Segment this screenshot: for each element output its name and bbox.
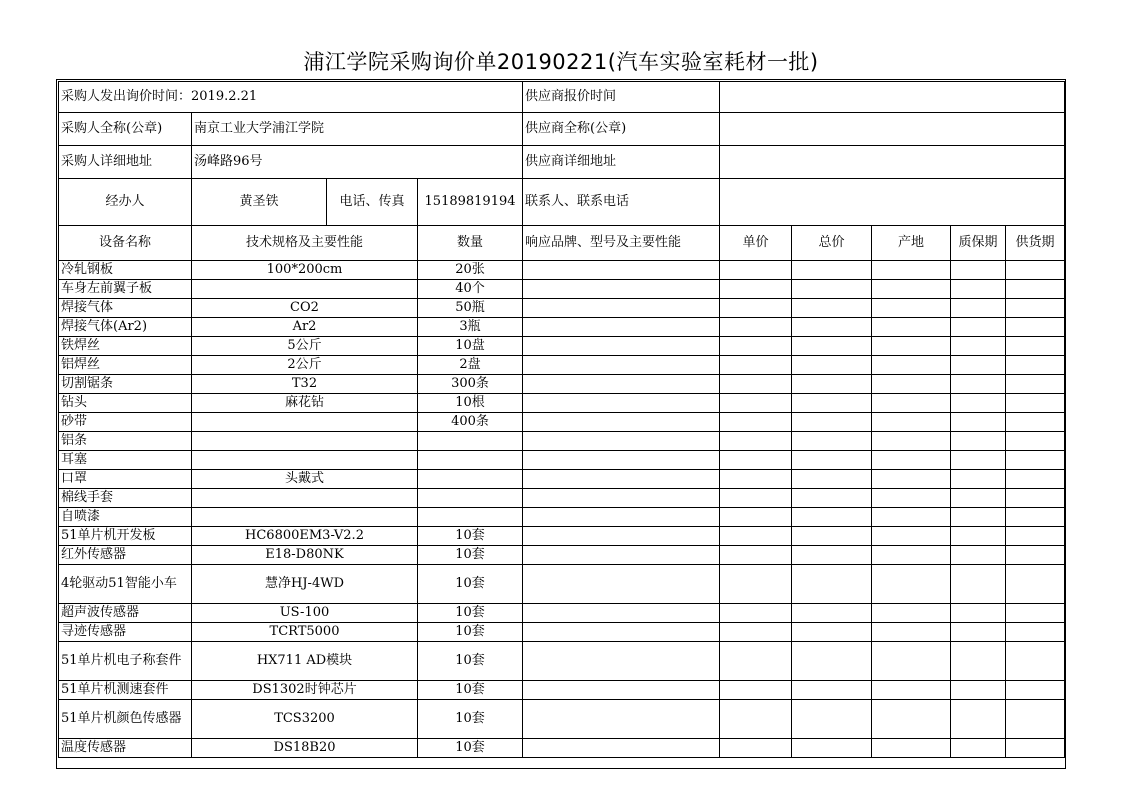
item-spec: TCRT5000	[192, 623, 418, 642]
item-unit-price[interactable]	[720, 508, 792, 527]
item-origin[interactable]	[872, 508, 951, 527]
item-quantity: 10套	[418, 681, 523, 700]
buyer-address-label: 采购人详细地址	[59, 146, 192, 179]
item-origin[interactable]	[872, 681, 951, 700]
item-unit-price[interactable]	[720, 623, 792, 642]
item-unit-price[interactable]	[720, 565, 792, 604]
item-spec: TCS3200	[192, 700, 418, 739]
item-spec	[192, 451, 418, 470]
item-delivery[interactable]	[1006, 604, 1065, 623]
header-row-inquiry-time	[59, 82, 1065, 113]
item-total-price[interactable]	[792, 413, 872, 432]
item-spec: E18-D80NK	[192, 546, 418, 565]
item-quantity: 2盘	[418, 356, 523, 375]
item-origin[interactable]	[872, 623, 951, 642]
item-delivery[interactable]	[1006, 739, 1065, 758]
item-quantity: 10套	[418, 642, 523, 681]
item-warranty[interactable]	[951, 394, 1006, 413]
handler-label: 经办人	[59, 179, 192, 226]
item-origin[interactable]	[872, 700, 951, 739]
item-row	[59, 470, 1065, 489]
item-row	[59, 700, 1065, 739]
item-delivery[interactable]	[1006, 337, 1065, 356]
item-row	[59, 451, 1065, 470]
item-total-price[interactable]	[792, 261, 872, 280]
item-origin[interactable]	[872, 261, 951, 280]
item-unit-price[interactable]	[720, 280, 792, 299]
item-origin[interactable]	[872, 546, 951, 565]
item-row	[59, 394, 1065, 413]
item-delivery[interactable]	[1006, 565, 1065, 604]
header-row-names	[59, 113, 1065, 146]
item-total-price[interactable]	[792, 546, 872, 565]
item-quantity: 10套	[418, 604, 523, 623]
item-unit-price[interactable]	[720, 299, 792, 318]
item-unit-price[interactable]	[720, 394, 792, 413]
item-name: 51单片机开发板	[59, 527, 192, 546]
item-response[interactable]	[523, 681, 720, 700]
item-total-price[interactable]	[792, 700, 872, 739]
item-row	[59, 413, 1065, 432]
col-warranty: 质保期	[951, 226, 1006, 261]
item-unit-price[interactable]	[720, 356, 792, 375]
item-total-price[interactable]	[792, 356, 872, 375]
phone-fax-label: 电话、传真	[327, 179, 418, 226]
item-name: 车身左前翼子板	[59, 280, 192, 299]
item-spec	[192, 413, 418, 432]
item-quantity: 40个	[418, 280, 523, 299]
item-name: 棉线手套	[59, 489, 192, 508]
handler-name: 黄圣铁	[192, 179, 327, 226]
item-name: 寻迹传感器	[59, 623, 192, 642]
column-header-row	[59, 226, 1065, 261]
item-spec	[192, 489, 418, 508]
item-origin[interactable]	[872, 356, 951, 375]
item-delivery[interactable]	[1006, 508, 1065, 527]
inquiry-table	[58, 81, 1065, 758]
item-origin[interactable]	[872, 565, 951, 604]
item-response[interactable]	[523, 337, 720, 356]
buyer-address: 汤峰路96号	[192, 146, 523, 179]
item-name: 铁焊丝	[59, 337, 192, 356]
col-device-name: 设备名称	[59, 226, 192, 261]
item-name: 51单片机电子称套件	[59, 642, 192, 681]
item-unit-price[interactable]	[720, 681, 792, 700]
supplier-quote-time-value[interactable]	[720, 82, 1065, 113]
item-total-price[interactable]	[792, 565, 872, 604]
item-quantity: 10套	[418, 546, 523, 565]
item-quantity: 10套	[418, 527, 523, 546]
item-name: 切割锯条	[59, 375, 192, 394]
item-warranty[interactable]	[951, 299, 1006, 318]
item-response[interactable]	[523, 700, 720, 739]
item-unit-price[interactable]	[720, 546, 792, 565]
item-unit-price[interactable]	[720, 337, 792, 356]
buyer-name-label: 采购人全称(公章)	[59, 113, 192, 146]
buyer-name: 南京工业大学浦江学院	[192, 113, 523, 146]
contact-label: 联系人、联系电话	[523, 179, 720, 226]
item-delivery[interactable]	[1006, 356, 1065, 375]
item-spec	[192, 280, 418, 299]
item-row	[59, 681, 1065, 700]
supplier-name-label: 供应商全称(公章)	[523, 113, 720, 146]
item-response[interactable]	[523, 299, 720, 318]
item-quantity	[418, 470, 523, 489]
item-spec: HX711 AD模块	[192, 642, 418, 681]
item-total-price[interactable]	[792, 375, 872, 394]
item-name: 耳塞	[59, 451, 192, 470]
item-spec: DS18B20	[192, 739, 418, 758]
item-name: 自喷漆	[59, 508, 192, 527]
item-delivery[interactable]	[1006, 642, 1065, 681]
item-row	[59, 489, 1065, 508]
item-origin[interactable]	[872, 470, 951, 489]
item-row	[59, 739, 1065, 758]
item-total-price[interactable]	[792, 394, 872, 413]
item-total-price[interactable]	[792, 337, 872, 356]
item-origin[interactable]	[872, 280, 951, 299]
item-total-price[interactable]	[792, 489, 872, 508]
item-warranty[interactable]	[951, 546, 1006, 565]
item-origin[interactable]	[872, 432, 951, 451]
item-response[interactable]	[523, 489, 720, 508]
item-quantity: 20张	[418, 261, 523, 280]
item-origin[interactable]	[872, 642, 951, 681]
item-total-price[interactable]	[792, 527, 872, 546]
item-row	[59, 299, 1065, 318]
item-spec: DS1302时钟芯片	[192, 681, 418, 700]
item-origin[interactable]	[872, 604, 951, 623]
item-delivery[interactable]	[1006, 451, 1065, 470]
item-total-price[interactable]	[792, 318, 872, 337]
item-unit-price[interactable]	[720, 527, 792, 546]
item-unit-price[interactable]	[720, 413, 792, 432]
item-name: 焊接气体(Ar2)	[59, 318, 192, 337]
item-row	[59, 527, 1065, 546]
item-spec: T32	[192, 375, 418, 394]
item-origin[interactable]	[872, 527, 951, 546]
item-spec: HC6800EM3-V2.2	[192, 527, 418, 546]
item-spec: 麻花钻	[192, 394, 418, 413]
item-response[interactable]	[523, 280, 720, 299]
item-warranty[interactable]	[951, 413, 1006, 432]
item-row	[59, 565, 1065, 604]
item-name: 红外传感器	[59, 546, 192, 565]
item-delivery[interactable]	[1006, 700, 1065, 739]
item-spec: 100*200cm	[192, 261, 418, 280]
item-response[interactable]	[523, 508, 720, 527]
item-quantity	[418, 508, 523, 527]
item-name: 4轮驱动51智能小车	[59, 565, 192, 604]
item-spec	[192, 508, 418, 527]
item-name: 51单片机颜色传感器	[59, 700, 192, 739]
item-response[interactable]	[523, 413, 720, 432]
item-origin[interactable]	[872, 489, 951, 508]
item-row	[59, 261, 1065, 280]
item-warranty[interactable]	[951, 470, 1006, 489]
item-response[interactable]	[523, 527, 720, 546]
item-delivery[interactable]	[1006, 489, 1065, 508]
supplier-address-label: 供应商详细地址	[523, 146, 720, 179]
item-row	[59, 642, 1065, 681]
item-origin[interactable]	[872, 299, 951, 318]
item-total-price[interactable]	[792, 642, 872, 681]
item-origin[interactable]	[872, 375, 951, 394]
item-delivery[interactable]	[1006, 299, 1065, 318]
item-name: 温度传感器	[59, 739, 192, 758]
col-delivery: 供货期	[1006, 226, 1065, 261]
item-unit-price[interactable]	[720, 604, 792, 623]
item-warranty[interactable]	[951, 508, 1006, 527]
item-unit-price[interactable]	[720, 375, 792, 394]
item-origin[interactable]	[872, 739, 951, 758]
item-warranty[interactable]	[951, 700, 1006, 739]
item-origin[interactable]	[872, 337, 951, 356]
item-spec: 2公斤	[192, 356, 418, 375]
item-row	[59, 623, 1065, 642]
item-unit-price[interactable]	[720, 642, 792, 681]
item-row	[59, 280, 1065, 299]
item-quantity: 300条	[418, 375, 523, 394]
item-response[interactable]	[523, 375, 720, 394]
item-quantity: 3瓶	[418, 318, 523, 337]
item-quantity: 50瓶	[418, 299, 523, 318]
item-origin[interactable]	[872, 413, 951, 432]
item-quantity: 10套	[418, 739, 523, 758]
item-quantity: 10套	[418, 623, 523, 642]
item-quantity: 400条	[418, 413, 523, 432]
item-total-price[interactable]	[792, 623, 872, 642]
supplier-quote-time-label: 供应商报价时间	[523, 82, 720, 113]
item-delivery[interactable]	[1006, 318, 1065, 337]
item-response[interactable]	[523, 356, 720, 375]
inquiry-time-cell: 采购人发出询价时间：2019.2.21	[59, 82, 523, 113]
item-warranty[interactable]	[951, 337, 1006, 356]
item-origin[interactable]	[872, 451, 951, 470]
item-name: 钻头	[59, 394, 192, 413]
item-response[interactable]	[523, 261, 720, 280]
item-response[interactable]	[523, 546, 720, 565]
item-total-price[interactable]	[792, 739, 872, 758]
item-unit-price[interactable]	[720, 432, 792, 451]
item-quantity: 10根	[418, 394, 523, 413]
item-total-price[interactable]	[792, 299, 872, 318]
item-row	[59, 318, 1065, 337]
supplier-address-value[interactable]	[720, 146, 1065, 179]
item-spec: US-100	[192, 604, 418, 623]
col-total-price: 总价	[792, 226, 872, 261]
item-row	[59, 337, 1065, 356]
item-delivery[interactable]	[1006, 527, 1065, 546]
item-row	[59, 432, 1065, 451]
page-title: 浦江学院采购询价单20190221(汽车实验室耗材一批)	[303, 50, 819, 74]
item-warranty[interactable]	[951, 642, 1006, 681]
item-name: 冷轧钢板	[59, 261, 192, 280]
item-delivery[interactable]	[1006, 432, 1065, 451]
item-unit-price[interactable]	[720, 470, 792, 489]
item-delivery[interactable]	[1006, 681, 1065, 700]
item-name: 超声波传感器	[59, 604, 192, 623]
item-response[interactable]	[523, 451, 720, 470]
item-total-price[interactable]	[792, 451, 872, 470]
item-unit-price[interactable]	[720, 261, 792, 280]
phone-fax-value: 15189819194	[418, 179, 523, 226]
item-total-price[interactable]	[792, 280, 872, 299]
item-delivery[interactable]	[1006, 413, 1065, 432]
item-total-price[interactable]	[792, 681, 872, 700]
header-row-contact	[59, 179, 1065, 226]
col-quantity: 数量	[418, 226, 523, 261]
item-response[interactable]	[523, 623, 720, 642]
item-response[interactable]	[523, 604, 720, 623]
item-quantity	[418, 432, 523, 451]
item-warranty[interactable]	[951, 356, 1006, 375]
item-quantity: 10套	[418, 700, 523, 739]
item-unit-price[interactable]	[720, 451, 792, 470]
item-spec: CO2	[192, 299, 418, 318]
item-response[interactable]	[523, 739, 720, 758]
item-response[interactable]	[523, 394, 720, 413]
item-response[interactable]	[523, 432, 720, 451]
item-row	[59, 604, 1065, 623]
item-warranty[interactable]	[951, 489, 1006, 508]
item-warranty[interactable]	[951, 375, 1006, 394]
header-row-address	[59, 146, 1065, 179]
item-total-price[interactable]	[792, 432, 872, 451]
item-total-price[interactable]	[792, 470, 872, 489]
item-response[interactable]	[523, 565, 720, 604]
item-spec: 头戴式	[192, 470, 418, 489]
item-delivery[interactable]	[1006, 623, 1065, 642]
item-warranty[interactable]	[951, 623, 1006, 642]
item-warranty[interactable]	[951, 451, 1006, 470]
item-warranty[interactable]	[951, 604, 1006, 623]
col-response: 响应品牌、型号及主要性能	[523, 226, 720, 261]
item-name: 铝焊丝	[59, 356, 192, 375]
item-total-price[interactable]	[792, 508, 872, 527]
item-total-price[interactable]	[792, 604, 872, 623]
item-spec: 慧净HJ-4WD	[192, 565, 418, 604]
item-name: 砂带	[59, 413, 192, 432]
supplier-name-value[interactable]	[720, 113, 1065, 146]
item-row	[59, 356, 1065, 375]
item-quantity	[418, 451, 523, 470]
contact-value[interactable]	[720, 179, 1065, 226]
item-warranty[interactable]	[951, 527, 1006, 546]
item-warranty[interactable]	[951, 432, 1006, 451]
item-response[interactable]	[523, 318, 720, 337]
item-spec: Ar2	[192, 318, 418, 337]
item-unit-price[interactable]	[720, 318, 792, 337]
item-warranty[interactable]	[951, 739, 1006, 758]
item-quantity: 10套	[418, 565, 523, 604]
item-delivery[interactable]	[1006, 261, 1065, 280]
item-quantity: 10盘	[418, 337, 523, 356]
item-delivery[interactable]	[1006, 375, 1065, 394]
item-row	[59, 375, 1065, 394]
item-delivery[interactable]	[1006, 394, 1065, 413]
item-unit-price[interactable]	[720, 489, 792, 508]
item-spec	[192, 432, 418, 451]
item-unit-price[interactable]	[720, 700, 792, 739]
item-row	[59, 508, 1065, 527]
col-origin: 产地	[872, 226, 951, 261]
item-warranty[interactable]	[951, 261, 1006, 280]
item-warranty[interactable]	[951, 565, 1006, 604]
item-spec: 5公斤	[192, 337, 418, 356]
item-name: 口罩	[59, 470, 192, 489]
item-quantity	[418, 489, 523, 508]
item-response[interactable]	[523, 470, 720, 489]
item-row	[59, 546, 1065, 565]
item-warranty[interactable]	[951, 280, 1006, 299]
item-origin[interactable]	[872, 394, 951, 413]
item-name: 铝条	[59, 432, 192, 451]
item-origin[interactable]	[872, 318, 951, 337]
item-delivery[interactable]	[1006, 470, 1065, 489]
item-name: 焊接气体	[59, 299, 192, 318]
item-response[interactable]	[523, 642, 720, 681]
item-warranty[interactable]	[951, 318, 1006, 337]
col-spec: 技术规格及主要性能	[192, 226, 418, 261]
col-unit-price: 单价	[720, 226, 792, 261]
item-unit-price[interactable]	[720, 739, 792, 758]
item-warranty[interactable]	[951, 681, 1006, 700]
item-name: 51单片机测速套件	[59, 681, 192, 700]
item-delivery[interactable]	[1006, 546, 1065, 565]
item-delivery[interactable]	[1006, 280, 1065, 299]
